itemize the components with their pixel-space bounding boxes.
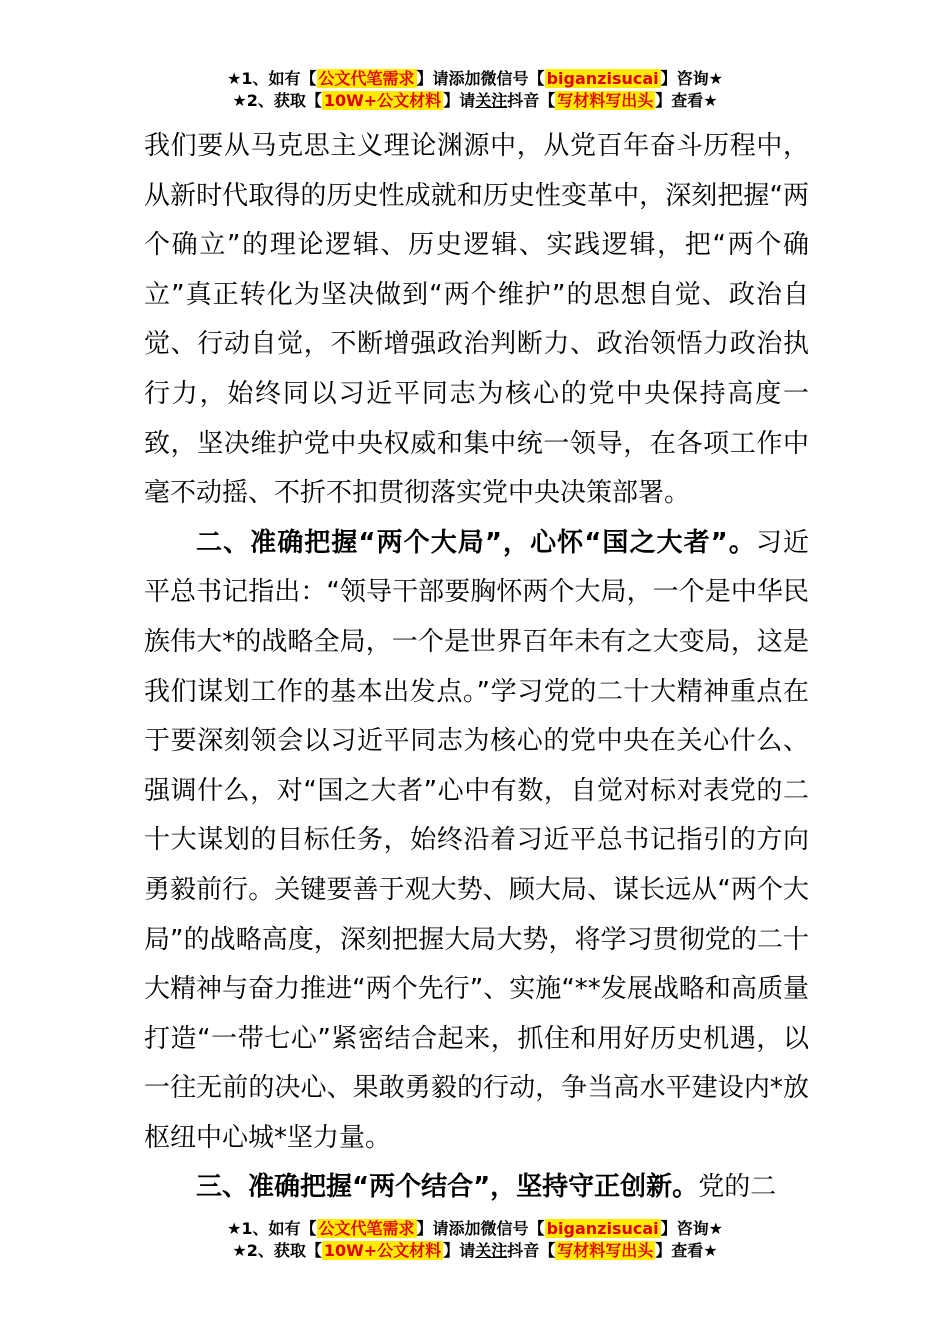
paragraph-1: 我们要从马克思主义理论渊源中，从党百年奋斗历程中，从新时代取得的历史性成就和历史性变革中，深刻把握“两个确立”的理论逻辑、历史逻辑、实践逻辑，把“两个确立”真正转化为坚决做到“两个维护”的思想自觉、政治自觉、行动自觉，不断增强政治判断力、政治领悟力政治执行力，始终同以习近平同志为核心的党中央保持高度一致，坚决维护党中央权威和集中统一领导，在各项工作中毫不动摇、不折不扣贯彻落实党中央决策部署。 bbox=[144, 131, 809, 509]
header-banner bbox=[0, 68, 950, 112]
douyin-id-tag: 写材料写出头 bbox=[557, 1241, 654, 1260]
banner-text: ★2、获取【 bbox=[232, 91, 322, 110]
banner-text: 】请 bbox=[443, 1241, 476, 1260]
banner-text: 】咨询★ bbox=[660, 69, 723, 88]
douyin-id-tag: 写材料写出头 bbox=[557, 91, 654, 110]
section-heading-2: 二、准确把握“两个大局”，心怀“国之大者”。 bbox=[196, 527, 756, 558]
paragraph-2-text: 习近平总书记指出：“领导干部要胸怀两个大局，一个是中华民族伟大*的战略全局，一个是世界百年未有之大变局，这是我们谋划工作的基本出发点。”学习党的二十大精神重点在于要深刻领会以习近平同志为核心的党中央在关心什么、强调什么，对“国之大者”心中有数，自觉对标对表党的二十大谋划的目标任务，始终沿着习近平总书记指引的方向勇毅前行。关键要善于观大势、顾大局、谋长远从“两个大局”的战略高度，深刻把握大局大势，将学习贯彻党的二十大精神与奋力推进“两个先行”、实施“**发展战略和高质量打造“一带七心”紧密结合起来，抓住和用好历史机遇，以一往无前的决心、果敢勇毅的行动，争当高水平建设内*放枢纽中心城*坚力量。 bbox=[144, 527, 809, 1153]
banner-text: 】查看★ bbox=[655, 91, 718, 110]
banner-text: ★1、如有【 bbox=[227, 1219, 317, 1238]
banner-emphasis: 关注 bbox=[475, 91, 508, 110]
highlight-tag: 公文代笔需求 bbox=[318, 1219, 415, 1238]
wechat-id-tag: biganzisucai bbox=[546, 69, 659, 88]
highlight-tag: 10W+公文材料 bbox=[323, 91, 442, 110]
paragraph-3-text: 党的二 bbox=[698, 1172, 777, 1203]
section-heading-3: 三、准确把握“两个结合”，坚持守正创新。 bbox=[196, 1172, 699, 1203]
document-body bbox=[144, 122, 809, 1213]
wechat-id-tag: biganzisucai bbox=[546, 1219, 659, 1238]
banner-text: 】查看★ bbox=[655, 1241, 718, 1260]
banner-emphasis: 添加 bbox=[448, 1219, 481, 1238]
banner-text: 】请 bbox=[416, 69, 449, 88]
highlight-tag: 10W+公文材料 bbox=[323, 1241, 442, 1260]
banner-text: 】咨询★ bbox=[660, 1219, 723, 1238]
banner-line-2 bbox=[0, 90, 950, 112]
banner-text: 抖音【 bbox=[507, 1241, 556, 1260]
banner-line-1 bbox=[0, 68, 950, 90]
highlight-tag: 公文代笔需求 bbox=[318, 69, 415, 88]
banner-text: 抖音【 bbox=[507, 91, 556, 110]
banner-emphasis: 添加 bbox=[448, 69, 481, 88]
banner-text: 】请 bbox=[443, 91, 476, 110]
banner-emphasis: 关注 bbox=[475, 1241, 508, 1260]
paragraph-3 bbox=[144, 1163, 809, 1213]
banner-text: ★2、获取【 bbox=[232, 1241, 322, 1260]
paragraph-2 bbox=[144, 519, 809, 1164]
banner-text: 微信号【 bbox=[480, 1219, 545, 1238]
banner-text: 】请 bbox=[416, 1219, 449, 1238]
banner-text: ★1、如有【 bbox=[227, 69, 317, 88]
banner-line-1 bbox=[0, 1218, 950, 1240]
banner-text: 微信号【 bbox=[480, 69, 545, 88]
banner-line-2 bbox=[0, 1240, 950, 1262]
footer-banner bbox=[0, 1218, 950, 1262]
